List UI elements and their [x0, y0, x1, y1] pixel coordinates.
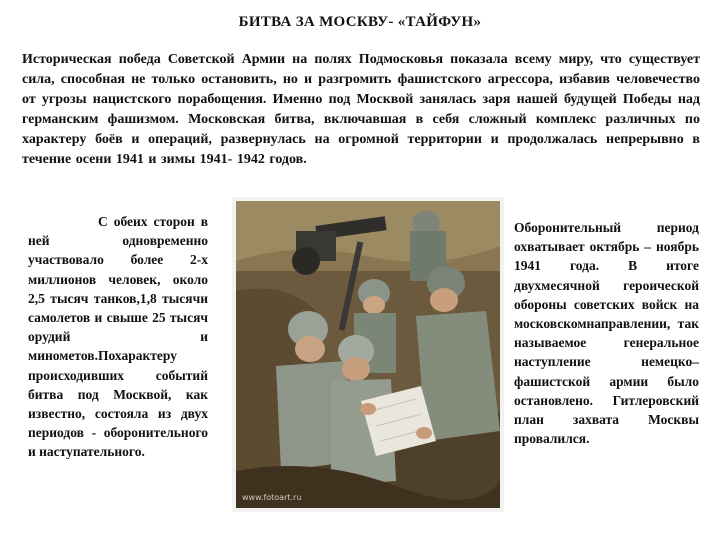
right-column-text: Оборонительный период охватывает октябрь – ноябрь 1941 года. В итоге двухмесячной героической обороны советских войск на московскомнаправлении, так называемое генеральное наступление немецко–фашистской армии было остановлено. Гитлеровский план захвата Москвы провалился. [514, 220, 699, 447]
page-title: БИТВА ЗА МОСКВУ- «ТАЙФУН» [238, 14, 482, 30]
soldiers-photo [232, 197, 504, 512]
trench-illustration [236, 201, 500, 508]
intro-paragraph: Историческая победа Советской Армии на полях Подмосковья показала всему миру, что существует сила, способная не только остановить, но и разгромить фашистского агрессора, избавив человечество от угрозы нацистского порабощения. Именно под Москвой занялась заря нашей будущей Победы над германским фашизмом. Московская битва, включавшая в себя сложный комплекс различных по характеру боёв и операций, развернулась на огромной территории и продолжалась непрерывно в течение осени 1941 и зимы 1941- 1942 годов. [22, 52, 700, 167]
photo-watermark: www.fotoart.ru [242, 493, 302, 502]
left-column-text: С обеих сторон в ней одновременно участвовало более 2-х миллионов человек, около 2,5 тысяч танков,1,8 тысячи самолетов и свыше 25 тысяч орудий и минометов.Похарактеру происходивших событий битва под Москвой, как известно, состояла из двух периодов - оборонительного и наступательного. [28, 214, 208, 460]
